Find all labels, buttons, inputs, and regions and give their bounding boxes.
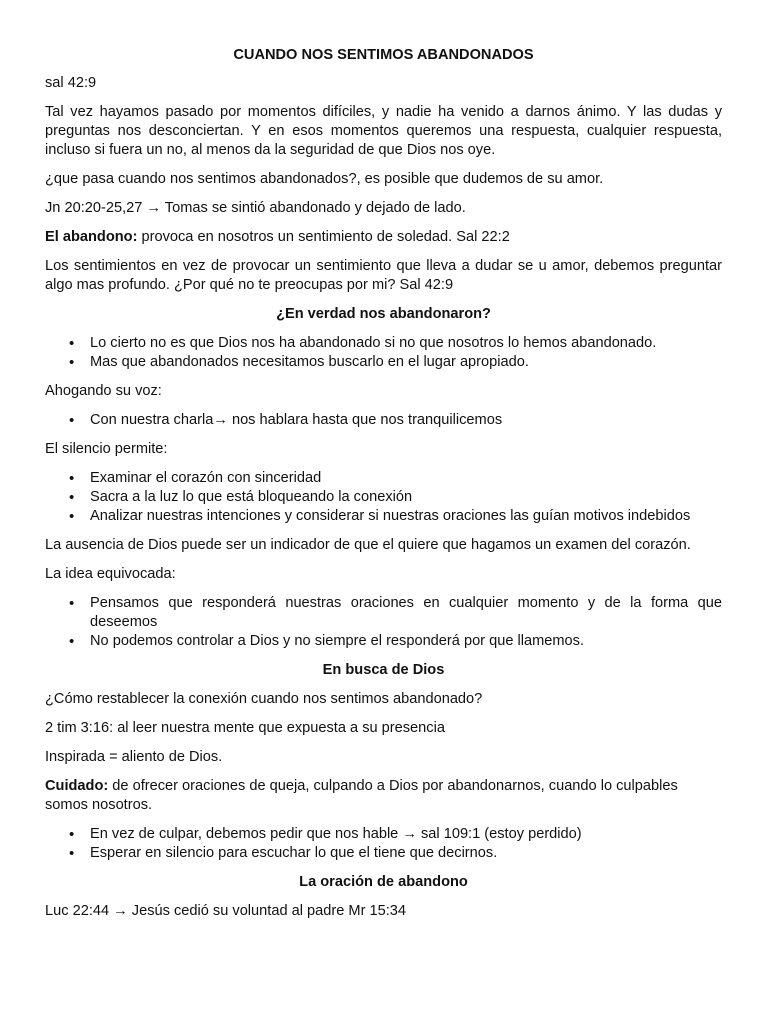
- paragraph-caution: [45, 777, 722, 815]
- abandonment-text: provoca en nosotros un sentimiento de soledad. Sal 22:2: [137, 229, 510, 245]
- paragraph-reconnect: ¿Cómo restablecer la conexión cuando nos sentimos abandonado?: [45, 691, 483, 707]
- paragraph-abandonment: [45, 228, 722, 247]
- paragraph-inspired: Inspirada = aliento de Dios.: [45, 749, 223, 765]
- section-heading-search: En busca de Dios: [322, 662, 445, 678]
- bullet-list-caution: [45, 825, 722, 863]
- caution-label: Cuidado:: [45, 778, 109, 794]
- paragraph-luke: Luc 22:44 → Jesús cedió su voluntad al padre Mr 15:34: [45, 903, 407, 919]
- list-item: • Con nuestra charla→ nos hablara hasta que nos tranquilicemos: [90, 411, 722, 430]
- section-heading-abandoned: ¿En verdad nos abandonaron?: [276, 306, 491, 322]
- paragraph-question: ¿que pasa cuando nos sentimos abandonados?, es posible que dudemos de su amor.: [45, 171, 604, 187]
- list-item: • Sacra a la luz lo que está bloqueando la conexión: [90, 488, 722, 507]
- list-item: • Mas que abandonados necesitamos buscarlo en el lugar apropiado.: [90, 353, 722, 372]
- paragraph-timothy: 2 tim 3:16: al leer nuestra mente que expuesta a su presencia: [45, 720, 445, 736]
- bullet-list-voice: [45, 411, 722, 430]
- list-item: • No podemos controlar a Dios y no siempre el responderá por que llamemos.: [90, 632, 722, 651]
- bullet-list-silence: [45, 469, 722, 526]
- bullet-list-abandoned: [45, 334, 722, 372]
- list-item: • Examinar el corazón con sinceridad: [90, 469, 722, 488]
- paragraph-intro: Tal vez hayamos pasado por momentos difíciles, y nadie ha venido a darnos ánimo. Y las dudas y preguntas nos desconciertan. Y en esos momentos queremos una respuesta, cualquier respuesta, incluso si fuera un no, al menos da la seguridad de que Dios nos oye.: [45, 104, 722, 158]
- paragraph-feelings: Los sentimientos en vez de provocar un sentimiento que lleva a dudar se u amor, debemos preguntar algo mas profundo. ¿Por qué no te preocupas por mi? Sal 42:9: [45, 258, 722, 293]
- section-heading-prayer: La oración de abandono: [299, 874, 468, 890]
- list-item: • Esperar en silencio para escuchar lo que el tiene que decirnos.: [90, 844, 722, 863]
- paragraph-silence: El silencio permite:: [45, 441, 168, 457]
- abandonment-label: El abandono:: [45, 229, 138, 245]
- list-item: • Analizar nuestras intenciones y considerar si nuestras oraciones las guían motivos indebidos: [90, 507, 722, 526]
- document-title: CUANDO NOS SENTIMOS ABANDONADOS: [233, 47, 534, 63]
- paragraph-drowning-voice: Ahogando su voz:: [45, 383, 162, 399]
- paragraph-absence: La ausencia de Dios puede ser un indicador de que el quiere que hagamos un examen del corazón.: [45, 537, 691, 553]
- list-item: • En vez de culpar, debemos pedir que nos hable → sal 109:1 (estoy perdido): [90, 825, 722, 844]
- caution-text: de ofrecer oraciones de queja, culpando a Dios por abandonarnos, cuando lo culpables somos nosotros.: [45, 778, 678, 813]
- list-item: • Lo cierto no es que Dios nos ha abandonado si no que nosotros lo hemos abandonado.: [90, 334, 722, 353]
- paragraph-reference: sal 42:9: [45, 75, 97, 91]
- list-item: • Pensamos que responderá nuestras oraciones en cualquier momento y de la forma que deseemos: [90, 594, 722, 632]
- paragraph-thomas: Jn 20:20-25,27 → Tomas se sintió abandonado y dejado de lado.: [45, 200, 466, 216]
- paragraph-wrong-idea: La idea equivocada:: [45, 566, 176, 582]
- bullet-list-wrong-idea: [45, 594, 722, 651]
